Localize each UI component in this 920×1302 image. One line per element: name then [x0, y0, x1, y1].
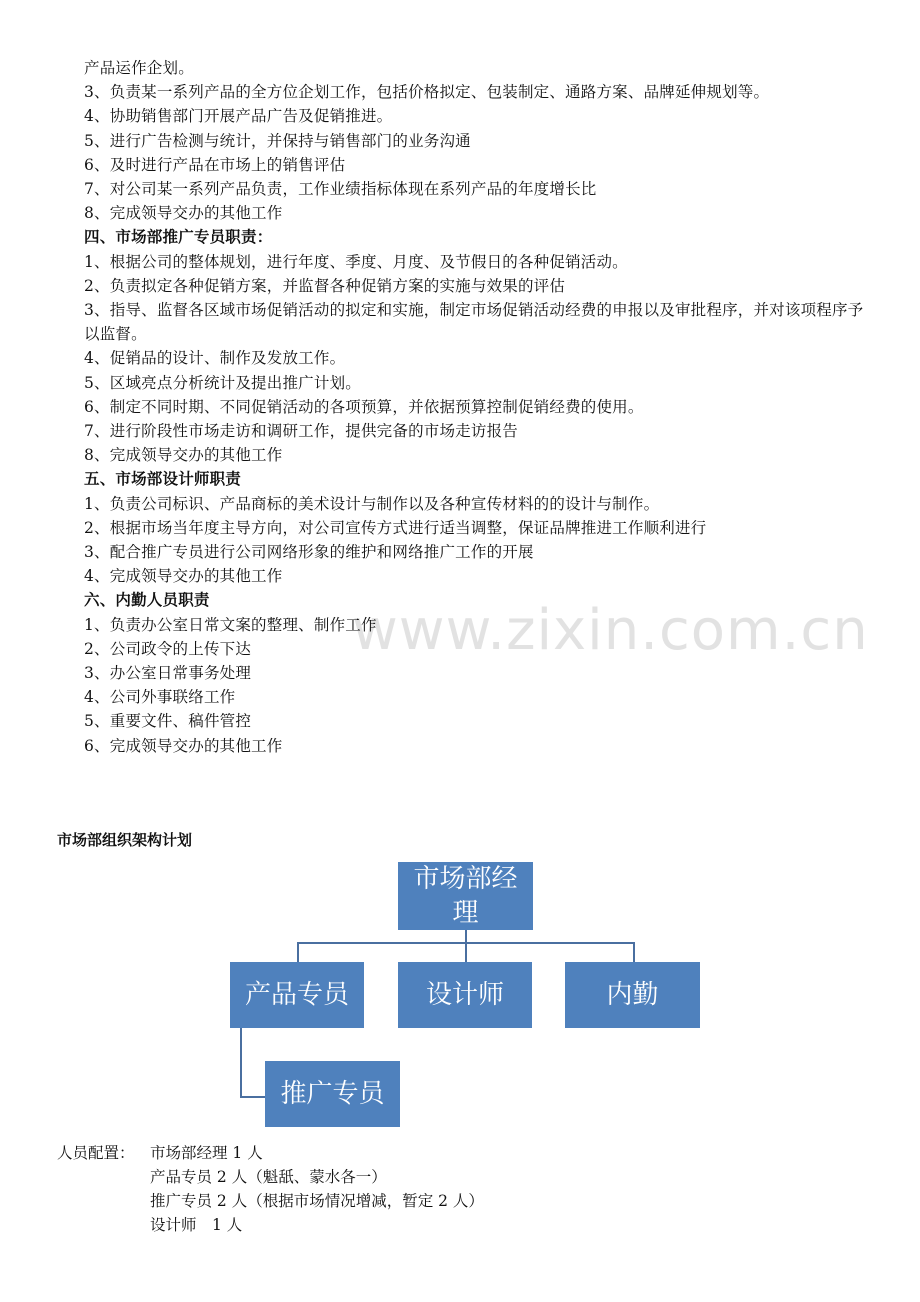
- box-clerk: 内勤: [565, 962, 700, 1028]
- paragraph-line: 产品运作企划。: [84, 59, 194, 77]
- paragraph-line: 8、完成领导交办的其他工作: [84, 204, 283, 223]
- connector-designer: [465, 942, 467, 963]
- section-heading: 四、市场部推广专员职责：: [84, 228, 273, 247]
- watermark: www.zixin.com.cn: [352, 598, 869, 663]
- staffing-item: 市场部经理 1 人: [150, 1144, 263, 1162]
- paragraph-line: 4、协助销售部门开展产品广告及促销推进。: [84, 107, 393, 126]
- paragraph-line: 2、公司政令的上传下达: [84, 639, 252, 658]
- paragraph-line: 7、进行阶段性市场走访和调研工作，提供完备的市场走访报告: [84, 422, 518, 440]
- paragraph-line: 4、完成领导交办的其他工作: [84, 567, 283, 586]
- staffing-item: 产品专员 2 人（魁舐、蒙水各一）: [150, 1168, 387, 1186]
- paragraph-line: 5、区域亮点分析统计及提出推广计划。: [84, 373, 361, 392]
- box-product-specialist: 产品专员: [230, 962, 364, 1028]
- paragraph-line: 4、促销品的设计、制作及发放工作。: [84, 349, 346, 368]
- staffing-label: 人员配置：: [57, 1144, 135, 1162]
- paragraph-line: 3、配合推广专员进行公司网络形象的维护和网络推广工作的开展: [84, 543, 534, 561]
- connector-promotion-horizontal: [240, 1096, 266, 1098]
- paragraph-line: 3、办公室日常事务处理: [84, 664, 252, 682]
- box-designer: 设计师: [398, 962, 532, 1028]
- paragraph-line: 1、根据公司的整体规划，进行年度、季度、月度、及节假日的各种促销活动。: [84, 252, 628, 271]
- connector-product: [297, 942, 299, 963]
- staffing-item: 推广专员 2 人（根据市场情况增减，暂定 2 人）: [150, 1192, 484, 1210]
- paragraph-line: 2、根据市场当年度主导方向，对公司宣传方式进行适当调整，保证品牌推进工作顺利进行: [84, 518, 707, 537]
- paragraph-line: 1、负责办公室日常文案的整理、制作工作: [84, 615, 377, 634]
- section-heading: 五、市场部设计师职责: [84, 470, 242, 489]
- connector-manager-down: [465, 929, 467, 943]
- paragraph-line: 6、制定不同时期、不同促销活动的各项预算，并依据预算控制促销经费的使用。: [84, 397, 644, 416]
- paragraph-line: 5、进行广告检测与统计，并保持与销售部门的业务沟通: [84, 131, 471, 150]
- staffing-item: 设计师 1 人: [150, 1216, 243, 1234]
- paragraph-line: 3、指导、监督各区域市场促销活动的拟定和实施，制定市场促销活动经费的申报以及审批程序，并对该项程序予以监督。: [84, 301, 864, 343]
- paragraph-line: 6、完成领导交办的其他工作: [84, 736, 283, 755]
- paragraph-line: 3、负责某一系列产品的全方位企划工作，包括价格拟定、包装制定、通路方案、品牌延伸规划等。: [84, 83, 770, 102]
- box-manager: 市场部经理: [398, 862, 533, 930]
- connector-clerk: [633, 942, 635, 963]
- paragraph-line: 2、负责拟定各种促销方案，并监督各种促销方案的实施与效果的评估: [84, 276, 566, 295]
- org-chart-title: 市场部组织架构计划: [57, 831, 193, 849]
- box-promotion-specialist: 推广专员: [265, 1061, 400, 1127]
- paragraph-line: 6、及时进行产品在市场上的销售评估: [84, 155, 346, 174]
- paragraph-line: 4、公司外事联络工作: [84, 688, 236, 707]
- section-heading: 六、内勤人员职责: [84, 591, 210, 610]
- paragraph-line: 1、负责公司标识、产品商标的美术设计与制作以及各种宣传材料的的设计与制作。: [84, 494, 660, 513]
- paragraph-line: 7、对公司某一系列产品负责，工作业绩指标体现在系列产品的年度增长比: [84, 180, 597, 198]
- connector-promotion-vertical: [240, 1028, 242, 1098]
- paragraph-line: 8、完成领导交办的其他工作: [84, 446, 283, 465]
- paragraph-line: 5、重要文件、稿件管控: [84, 712, 252, 731]
